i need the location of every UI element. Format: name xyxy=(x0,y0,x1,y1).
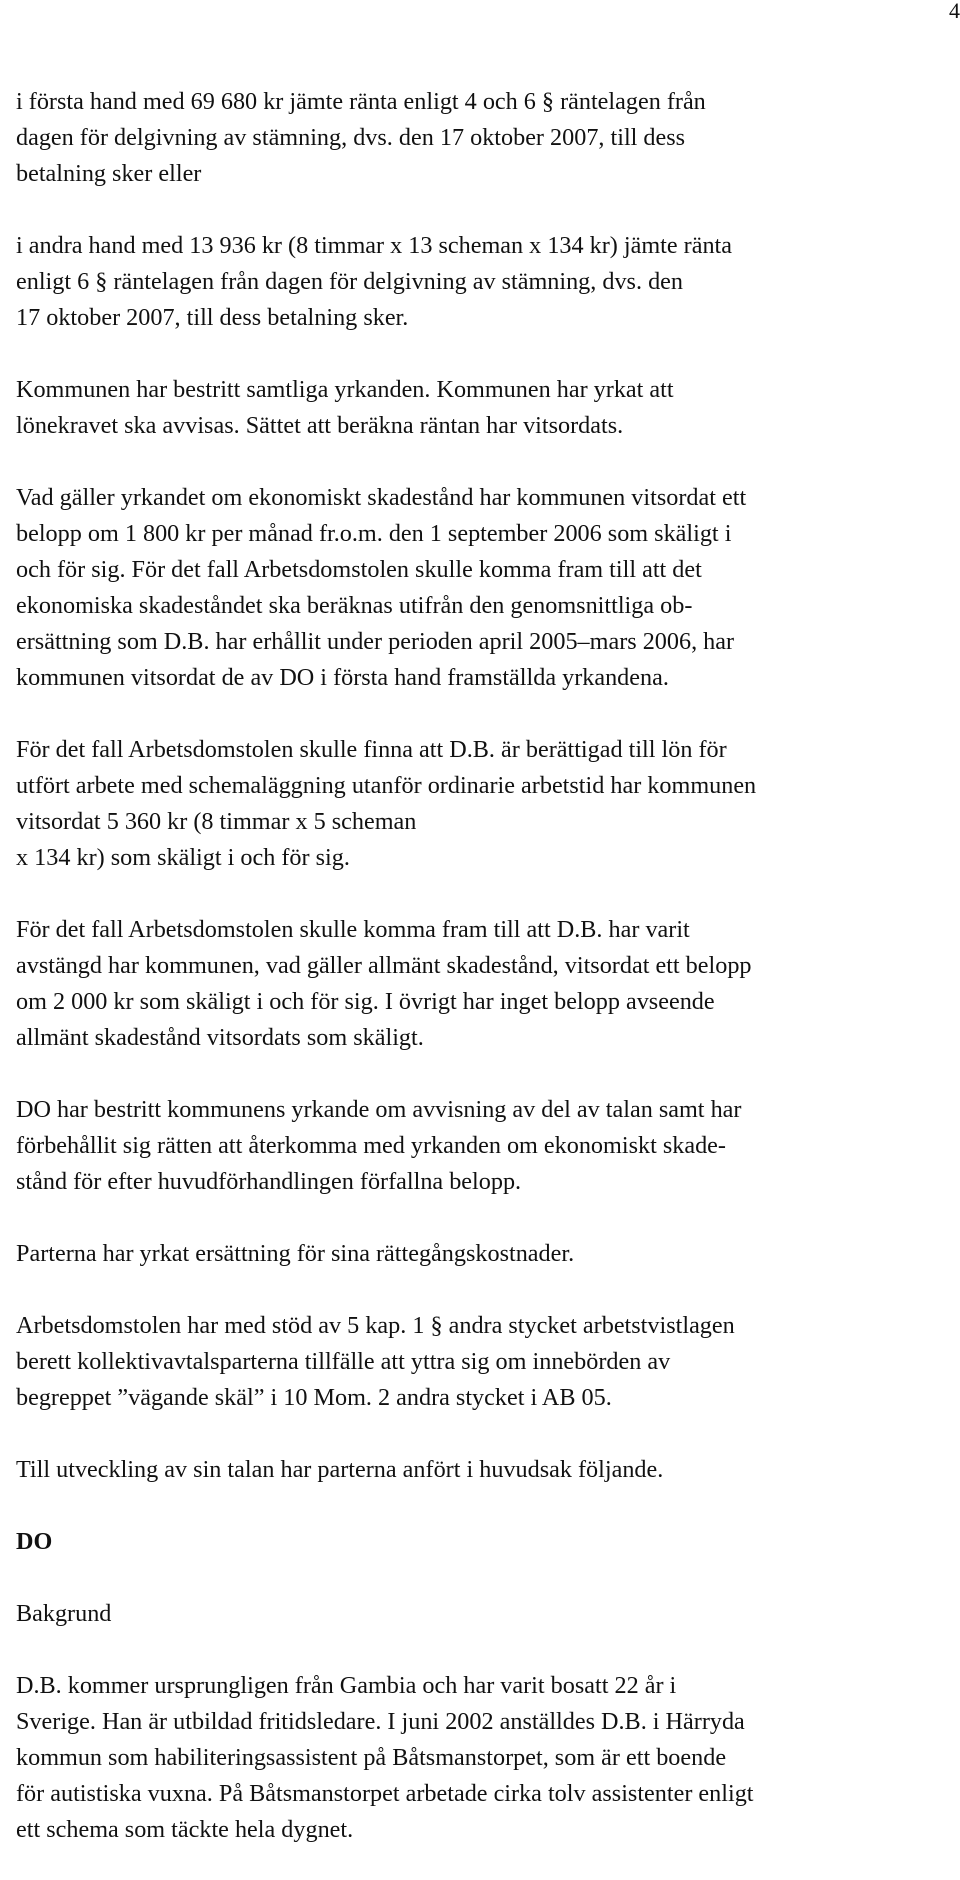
costs-paragraph: Parterna har yrkat ersättning för sina rättegångskostnader. xyxy=(16,1240,575,1267)
salary-claim-paragraph: För det fall Arbetsdomstolen skulle finna att D.B. är berättigad till lön för utfört arbete med schemaläggning utanför ordinarie arbetstid har kommunen vitsordat 5 360 kr (8 timmar x 5 scheman x 134 kr) som skäligt i och för sig. xyxy=(16,736,757,871)
claim-secondary-paragraph: i andra hand med 13 936 kr (8 timmar x 13 scheman x 134 kr) jämte ränta enligt 6 § räntelagen från dagen för delgivning av stämning, dvs. den 17 oktober 2007, till dess betalning sker. xyxy=(16,232,733,331)
claim-primary-paragraph: i första hand med 69 680 kr jämte ränta enligt 4 och 6 § räntelagen från dagen för delgivning av stämning, dvs. den 17 oktober 2007, till dess betalning sker eller xyxy=(16,88,706,187)
background-paragraph: D.B. kommer ursprungligen från Gambia och har varit bosatt 22 år i Sverige. Han är utbildad fritidsledare. I juni 2002 anställdes D.B. i Härryda kommun som habiliteringsassistent på Båtsmanstorpet, som är ett boende för autistiska vuxna. På Båtsmanstorpet arbetade cirka tolv assistenter enligt ett schema som täckte hela dygnet. xyxy=(16,1672,754,1843)
economic-damages-paragraph: Vad gäller yrkandet om ekonomiskt skadestånd har kommunen vitsordat ett belopp om 1 800 kr per månad fr.o.m. den 1 september 2006 som skäligt i och för sig. För det fall Arbetsdomstolen skulle komma fram till att det ekonomiska skadeståndet ska beräknas utifrån den genomsnittliga ob- ersättning som D.B. har erhållit under perioden april 2005–mars 2006, har kommunen vitsordat de av DO i första hand framställda yrkandena. xyxy=(16,484,747,691)
arguments-intro-paragraph: Till utveckling av sin talan har parterna anfört i huvudsak följande. xyxy=(16,1456,664,1483)
general-damages-paragraph: För det fall Arbetsdomstolen skulle komma fram till att D.B. har varit avstängd har kommunen, vad gäller allmänt skadestånd, vitsordat ett belopp om 2 000 kr som skäligt i och för sig. I övrigt har inget belopp avseende allmänt skadestånd vitsordats som skäligt. xyxy=(16,916,752,1051)
municipality-dispute-paragraph: Kommunen har bestritt samtliga yrkanden. Kommunen har yrkat att lönekravet ska avvisas. Sättet att beräkna räntan har vitsordats. xyxy=(16,376,674,439)
document-body xyxy=(16,84,946,1848)
do-dispute-paragraph: DO har bestritt kommunens yrkande om avvisning av del av talan samt har förbehållit sig rätten att återkomma med yrkanden om ekonomiskt skade- stånd för efter huvudförhandlingen förfallna belopp. xyxy=(16,1096,742,1195)
section-heading-do: DO xyxy=(16,1528,53,1555)
subsection-heading-background: Bakgrund xyxy=(16,1600,112,1627)
court-invitation-paragraph: Arbetsdomstolen har med stöd av 5 kap. 1 § andra stycket arbetstvistlagen berett kollektivavtalsparterna tillfälle att yttra sig om innebörden av begreppet ”vägande skäl” i 10 Mom. 2 andra stycket i AB 05. xyxy=(16,1312,735,1411)
page-number: 4 xyxy=(949,0,960,23)
